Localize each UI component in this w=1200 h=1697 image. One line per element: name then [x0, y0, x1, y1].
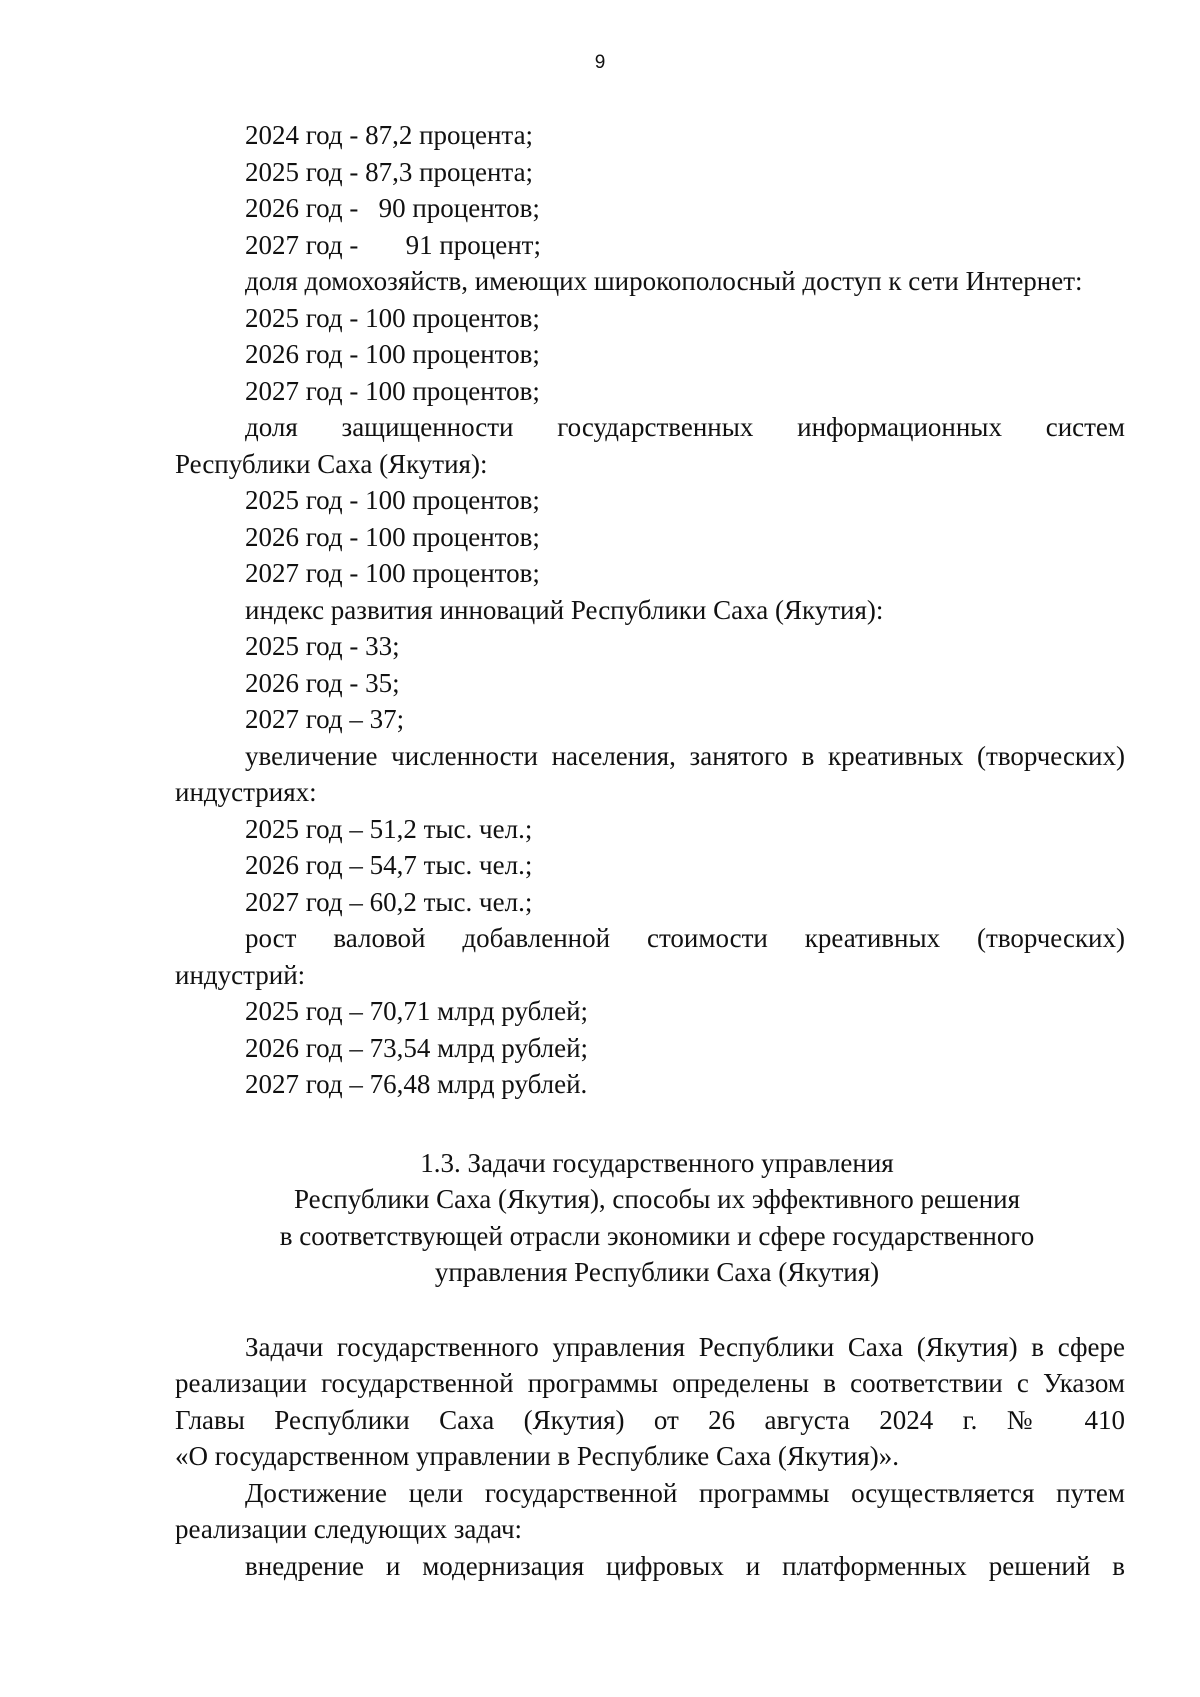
list-item: 2025 год – 70,71 млрд рублей; — [245, 996, 589, 1026]
list-item: 2026 год – 54,7 тыс. чел.; — [245, 850, 533, 880]
list-item: 2024 год - 87,2 процента; — [245, 120, 534, 150]
section-heading-line: в соответствующей отрасли экономики и сфере государственного — [279, 1220, 1035, 1251]
indicator-title: индекс развития инноваций Республики Саха (Якутия): — [245, 594, 884, 625]
paragraph-line: Достижение цели государственной программы осуществляется путем — [245, 1477, 1125, 1508]
paragraph-line: реализации государственной программы определены в соответствии с Указом — [175, 1368, 1125, 1398]
indicator-title-continuation: Республики Саха (Якутия): — [175, 448, 488, 479]
list-item: 2027 год – 76,48 млрд рублей. — [245, 1069, 588, 1099]
paragraph-line: Задачи государственного управления Республики Саха (Якутия) в сфере — [245, 1331, 1125, 1362]
paragraph-line: реализации следующих задач: — [175, 1514, 523, 1544]
list-item: 2026 год - 35; — [245, 667, 400, 698]
list-item: 2027 год – 37; — [245, 704, 405, 734]
section-heading-line: 1.3. Задачи государственного управления — [420, 1147, 894, 1178]
list-item: 2025 год - 33; — [245, 631, 400, 661]
indicator-title-line: рост валовой добавленной стоимости креативных (творческих) — [245, 923, 1125, 953]
list-item: 2025 год - 100 процентов; — [245, 485, 540, 515]
indicator-title-line: доля защищенности государственных информационных систем — [245, 412, 1125, 442]
list-item: 2025 год - 87,3 процента; — [245, 156, 534, 187]
list-item: 2026 год - 100 процентов; — [245, 339, 540, 369]
list-item: 2026 год - 90 процентов; — [245, 193, 540, 223]
indicator-title-continuation: индустрий: — [175, 959, 306, 990]
paragraph-line: внедрение и модернизация цифровых и платформенных решений в — [245, 1550, 1125, 1581]
paragraph-line: «О государственном управлении в Республике Саха (Якутия)». — [175, 1441, 900, 1471]
list-item: 2026 год - 100 процентов; — [245, 521, 540, 552]
list-item: 2027 год – 60,2 тыс. чел.; — [245, 886, 533, 917]
section-heading-line: управления Республики Саха (Якутия) — [434, 1257, 880, 1287]
list-item: 2026 год – 73,54 млрд рублей; — [245, 1032, 589, 1063]
section-heading — [175, 1145, 1125, 1291]
page-number: 9 — [594, 52, 606, 73]
indicator-title-line: увеличение численности населения, занятого в креативных (творческих) — [245, 740, 1125, 771]
list-item: 2027 год - 91 процент; — [245, 229, 541, 260]
list-item: 2025 год – 51,2 тыс. чел.; — [245, 813, 533, 844]
list-item: 2025 год - 100 процентов; — [245, 302, 540, 333]
indicator-title: доля домохозяйств, имеющих широкополосный доступ к сети Интернет: — [245, 266, 1083, 296]
document-body — [175, 117, 1125, 1584]
section-heading-line: Республики Саха (Якутия), способы их эффективного решения — [293, 1184, 1021, 1214]
indicator-title-continuation: индустриях: — [175, 777, 317, 807]
paragraph-line: Главы Республики Саха (Якутия) от 26 августа 2024 г. № 410 — [175, 1404, 1125, 1435]
list-item: 2027 год - 100 процентов; — [245, 558, 540, 588]
list-item: 2027 год - 100 процентов; — [245, 375, 540, 406]
